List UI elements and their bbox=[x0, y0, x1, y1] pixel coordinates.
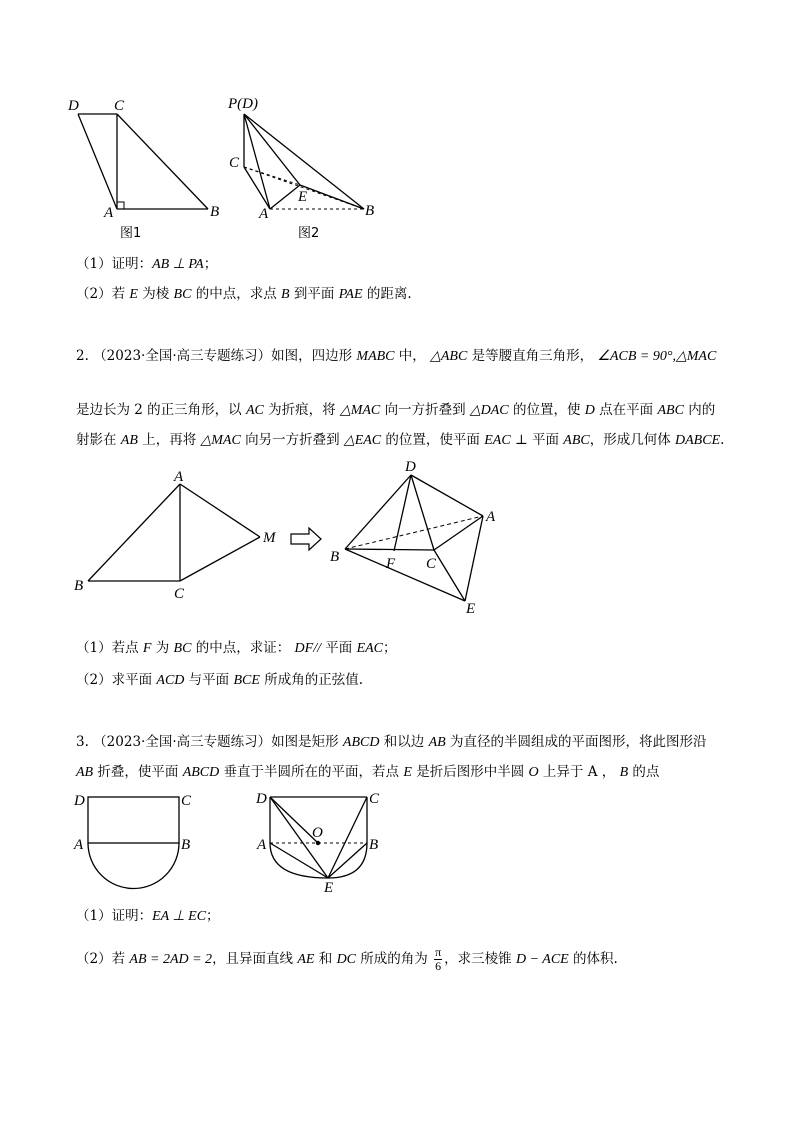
label-b2: B bbox=[369, 837, 379, 853]
p1-question-2: （2）若 E 为棱 BC 的中点，求点 B 到平面 PAE 的距离. bbox=[76, 286, 412, 302]
label-d: D bbox=[74, 793, 85, 809]
center-dot bbox=[316, 841, 320, 845]
p3-line-1: 3. （2023·全国·高三专题练习）如图是矩形 ABCD 和以边 AB 为直径的半圆组成的平面图形，将此图形沿 bbox=[76, 734, 707, 750]
label-o: O bbox=[312, 825, 323, 841]
label-p: P(D) bbox=[228, 96, 258, 112]
label-d: D bbox=[68, 98, 79, 114]
arrow-icon bbox=[291, 528, 321, 550]
label-b2: B bbox=[330, 549, 340, 565]
label-c: C bbox=[114, 98, 125, 114]
figure-p3 bbox=[60, 786, 400, 896]
p2-line-1: 2. （2023·全国·高三专题练习）如图，四边形 MABC 中， △ABC 是等腰直角三角形， ∠ACB = 90°,△MAC bbox=[76, 348, 717, 364]
label-c: C bbox=[229, 155, 240, 171]
label-b: B bbox=[210, 204, 220, 220]
p2-question-1: （1）若点 F 为 BC 的中点，求证： DF// 平面 EAC； bbox=[76, 640, 397, 656]
label-f: F bbox=[386, 556, 396, 572]
label-c: C bbox=[181, 793, 192, 809]
label-e: E bbox=[466, 601, 476, 617]
p2-line-3: 射影在 AB 上，再将 △MAC 向另一方折叠到 △EAC 的位置，使平面 EAC ⊥ 平面 ABC，形成几何体 DABCE. bbox=[76, 432, 725, 448]
label-a2: A bbox=[257, 837, 267, 853]
label-e: E bbox=[298, 189, 308, 205]
figure-p2 bbox=[60, 460, 520, 620]
label-d2: D bbox=[256, 791, 267, 807]
label-b: B bbox=[365, 203, 375, 219]
figure-1-caption: 图1 bbox=[120, 226, 142, 241]
figure-2-caption: 图2 bbox=[298, 226, 320, 241]
label-a: A bbox=[174, 469, 184, 485]
figure-2 bbox=[222, 92, 392, 242]
label-b: B bbox=[181, 837, 191, 853]
p3-question-2: （2）若 AB = 2AD = 2，且异面直线 AE 和 DC 所成的角为 $\frac{\pi}{6}$ ，求三棱锥 D − ACE 的体积. bbox=[76, 945, 618, 973]
label-d: D bbox=[405, 459, 416, 475]
p2-question-2: （2）求平面 ACD 与平面 BCE 所成角的正弦值. bbox=[76, 672, 364, 688]
label-m: M bbox=[263, 530, 276, 546]
label-a: A bbox=[74, 837, 84, 853]
label-a2: A bbox=[486, 509, 496, 525]
label-a: A bbox=[259, 206, 269, 222]
p3-line-2: AB 折叠，使平面 ABCD 垂直于半圆所在的平面，若点 E 是折后图形中半圆 O 上异于 A ， B 的点 bbox=[76, 764, 660, 780]
label-e: E bbox=[324, 880, 334, 896]
label-c2: C bbox=[426, 556, 437, 572]
label-a: A bbox=[104, 205, 114, 221]
p2-line-2: 是边长为 2 的正三角形，以 AC 为折痕，将 △MAC 向一方折叠到 △DAC 的位置，使 D 点在平面 ABC 内的 bbox=[76, 402, 716, 418]
p3-question-1: （1）证明：EA ⊥ EC； bbox=[76, 908, 220, 924]
label-c: C bbox=[174, 586, 185, 602]
label-c2: C bbox=[369, 791, 380, 807]
label-b: B bbox=[74, 578, 84, 594]
p1-question-1: （1）证明：AB ⊥ PA； bbox=[76, 256, 218, 272]
figure-1 bbox=[60, 92, 230, 242]
fraction-pi-over-6: $\frac{\pi}{6}$ bbox=[435, 945, 442, 973]
